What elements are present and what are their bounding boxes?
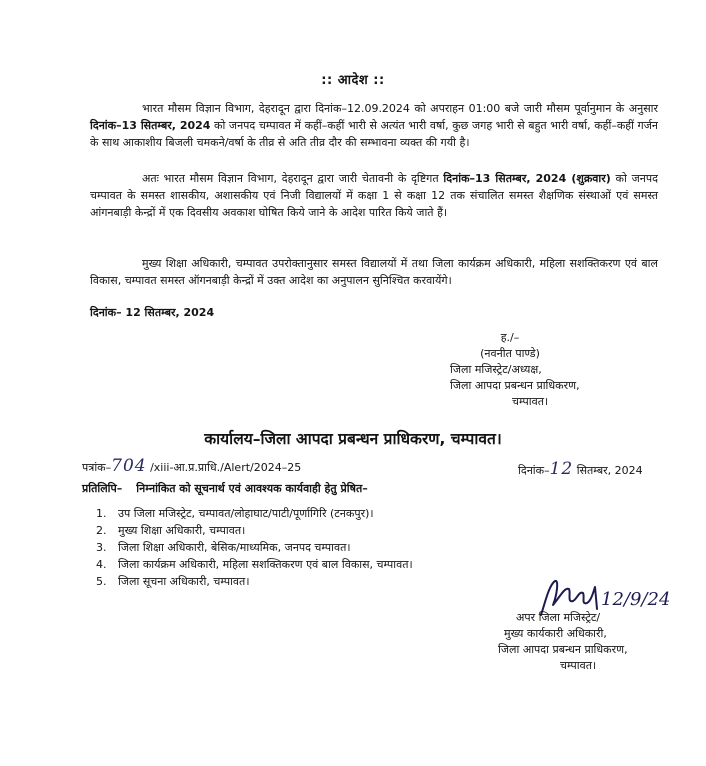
list-item: [96, 539, 413, 556]
signatory2-line2: मुख्य कार्यकारी अधिकारी,: [504, 627, 607, 640]
signatory1-sign: ह./–: [500, 331, 520, 344]
copy-label: प्रतिलिपि–: [82, 482, 123, 495]
signatory2-line1: अपर जिला मजिस्ट्रेट/: [516, 611, 601, 624]
letter-date-day-handwritten: 12: [549, 459, 574, 479]
order-paragraph-1: [90, 100, 658, 151]
para2-bold-date: दिनांक–13 सितम्बर, 2024 (शुक्रवार): [443, 172, 611, 185]
letter-reference: [82, 456, 301, 476]
order-date: दिनांक– 12 सितम्बर, 2024: [90, 306, 215, 319]
signatory2-line4: चम्पावत।: [560, 659, 597, 672]
recipient-number: 1.: [96, 507, 107, 520]
office-heading: कार्यालय–जिला आपदा प्रबन्धन प्राधिकरण, चम्पावत।: [204, 430, 502, 448]
signatory2-line3: जिला आपदा प्रबन्धन प्राधिकरण,: [498, 643, 628, 656]
recipient-list: [96, 505, 413, 590]
copy-line: [82, 481, 368, 496]
recipient-number: 5.: [96, 575, 107, 588]
letter-date: [518, 459, 643, 479]
signatory1-line1: जिला मजिस्ट्रेट/अध्यक्ष,: [450, 363, 542, 376]
recipient-number: 3.: [96, 541, 107, 554]
list-item: [96, 522, 413, 539]
signatory1-name: (नवनीत पाण्डे): [480, 347, 540, 360]
para1-text-c: को जनपद चम्पावत में कहीं–कहीं भारी से अत्यंत भारी वर्षा, कुछ जगह भारी से बहुत भारी वर्षा, कहीं–कहीं गर्जन के साथ आकाशीय बिजली चमकने/वर्षा के तीव्र से अति तीव्र दौर की सम्भावना व्यक्त की गयी है।: [90, 119, 659, 149]
para2-text-c: को जनपद चम्पावत के समस्त शासकीय, अशासकीय एवं निजी विद्यालयों में कक्षा 1 से कक्षा 12 तक संचालित समस्त शैक्षणिक संस्थाओं एवं समस्त आंगनबाड़ी केन्द्रों में एक दिवसीय अवकाश घोषित किये जाने के आदेश पारित किये जाते हैं।: [90, 172, 658, 219]
recipient-text: जिला सूचना अधिकारी, चम्पावत।: [118, 575, 250, 588]
copy-text: निम्नांकित को सूचनार्थ एवं आवश्यक कार्यवाही हेतु प्रेषित–: [136, 482, 368, 495]
signature-date: 12/9/24: [601, 589, 671, 610]
list-item: [96, 573, 413, 590]
signatory1-line3: चम्पावत।: [512, 395, 549, 408]
letter-date-suffix: सितम्बर, 2024: [573, 464, 643, 477]
signatory-block-1: [450, 330, 630, 410]
letter-date-prefix: दिनांक–: [518, 464, 550, 477]
list-item: [96, 556, 413, 573]
signatory-block-2: [498, 610, 688, 674]
recipient-number: 2.: [96, 524, 107, 537]
letter-prefix: पत्रांक–: [82, 461, 112, 474]
recipient-text: उप जिला मजिस्ट्रेट, चम्पावत/लोहाघाट/पाटी/पूर्णागिरि (टनकपुर)।: [118, 507, 374, 520]
letter-number-handwritten: 704: [111, 456, 147, 476]
recipient-text: जिला कार्यक्रम अधिकारी, महिला सशक्तिकरण एवं बाल विकास, चम्पावत।: [118, 558, 413, 571]
para2-text-a: अतः भारत मौसम विज्ञान विभाग, देहरादून द्वारा जारी चेतावनी के दृष्टिगत: [142, 172, 444, 185]
para1-bold-date: दिनांक–13 सितम्बर, 2024: [90, 119, 211, 132]
order-paragraph-2: [90, 170, 658, 221]
order-paragraph-3: मुख्य शिक्षा अधिकारी, चम्पावत उपरोक्तानुसार समस्त विद्यालयों में तथा जिला कार्यक्रम अधिकारी, महिला सशक्तिकरण एवं बाल विकास, चम्पावत समस्त ऑगनबाड़ी केन्द्रों में उक्त आदेश का अनुपालन सुनिश्चित करवायेंगे।: [90, 257, 658, 287]
recipient-text: मुख्य शिक्षा अधिकारी, चम्पावत।: [118, 524, 246, 537]
para1-text-a: भारत मौसम विज्ञान विभाग, देहरादून द्वारा दिनांक–12.09.2024 को अपराहन 01:00 बजे जारी मौसम पूर्वानुमान के अनुसार: [142, 102, 658, 115]
signatory1-line2: जिला आपदा प्रबन्धन प्राधिकरण,: [450, 379, 580, 392]
letter-suffix: /xiii-आ.प्र.प्राधि./Alert/2024–25: [150, 461, 302, 474]
recipient-number: 4.: [96, 558, 107, 571]
order-title: :: आदेश ::: [321, 73, 385, 88]
list-item: [96, 505, 413, 522]
recipient-text: जिला शिक्षा अधिकारी, बेसिक/माध्यमिक, जनपद चम्पावत।: [118, 541, 351, 554]
